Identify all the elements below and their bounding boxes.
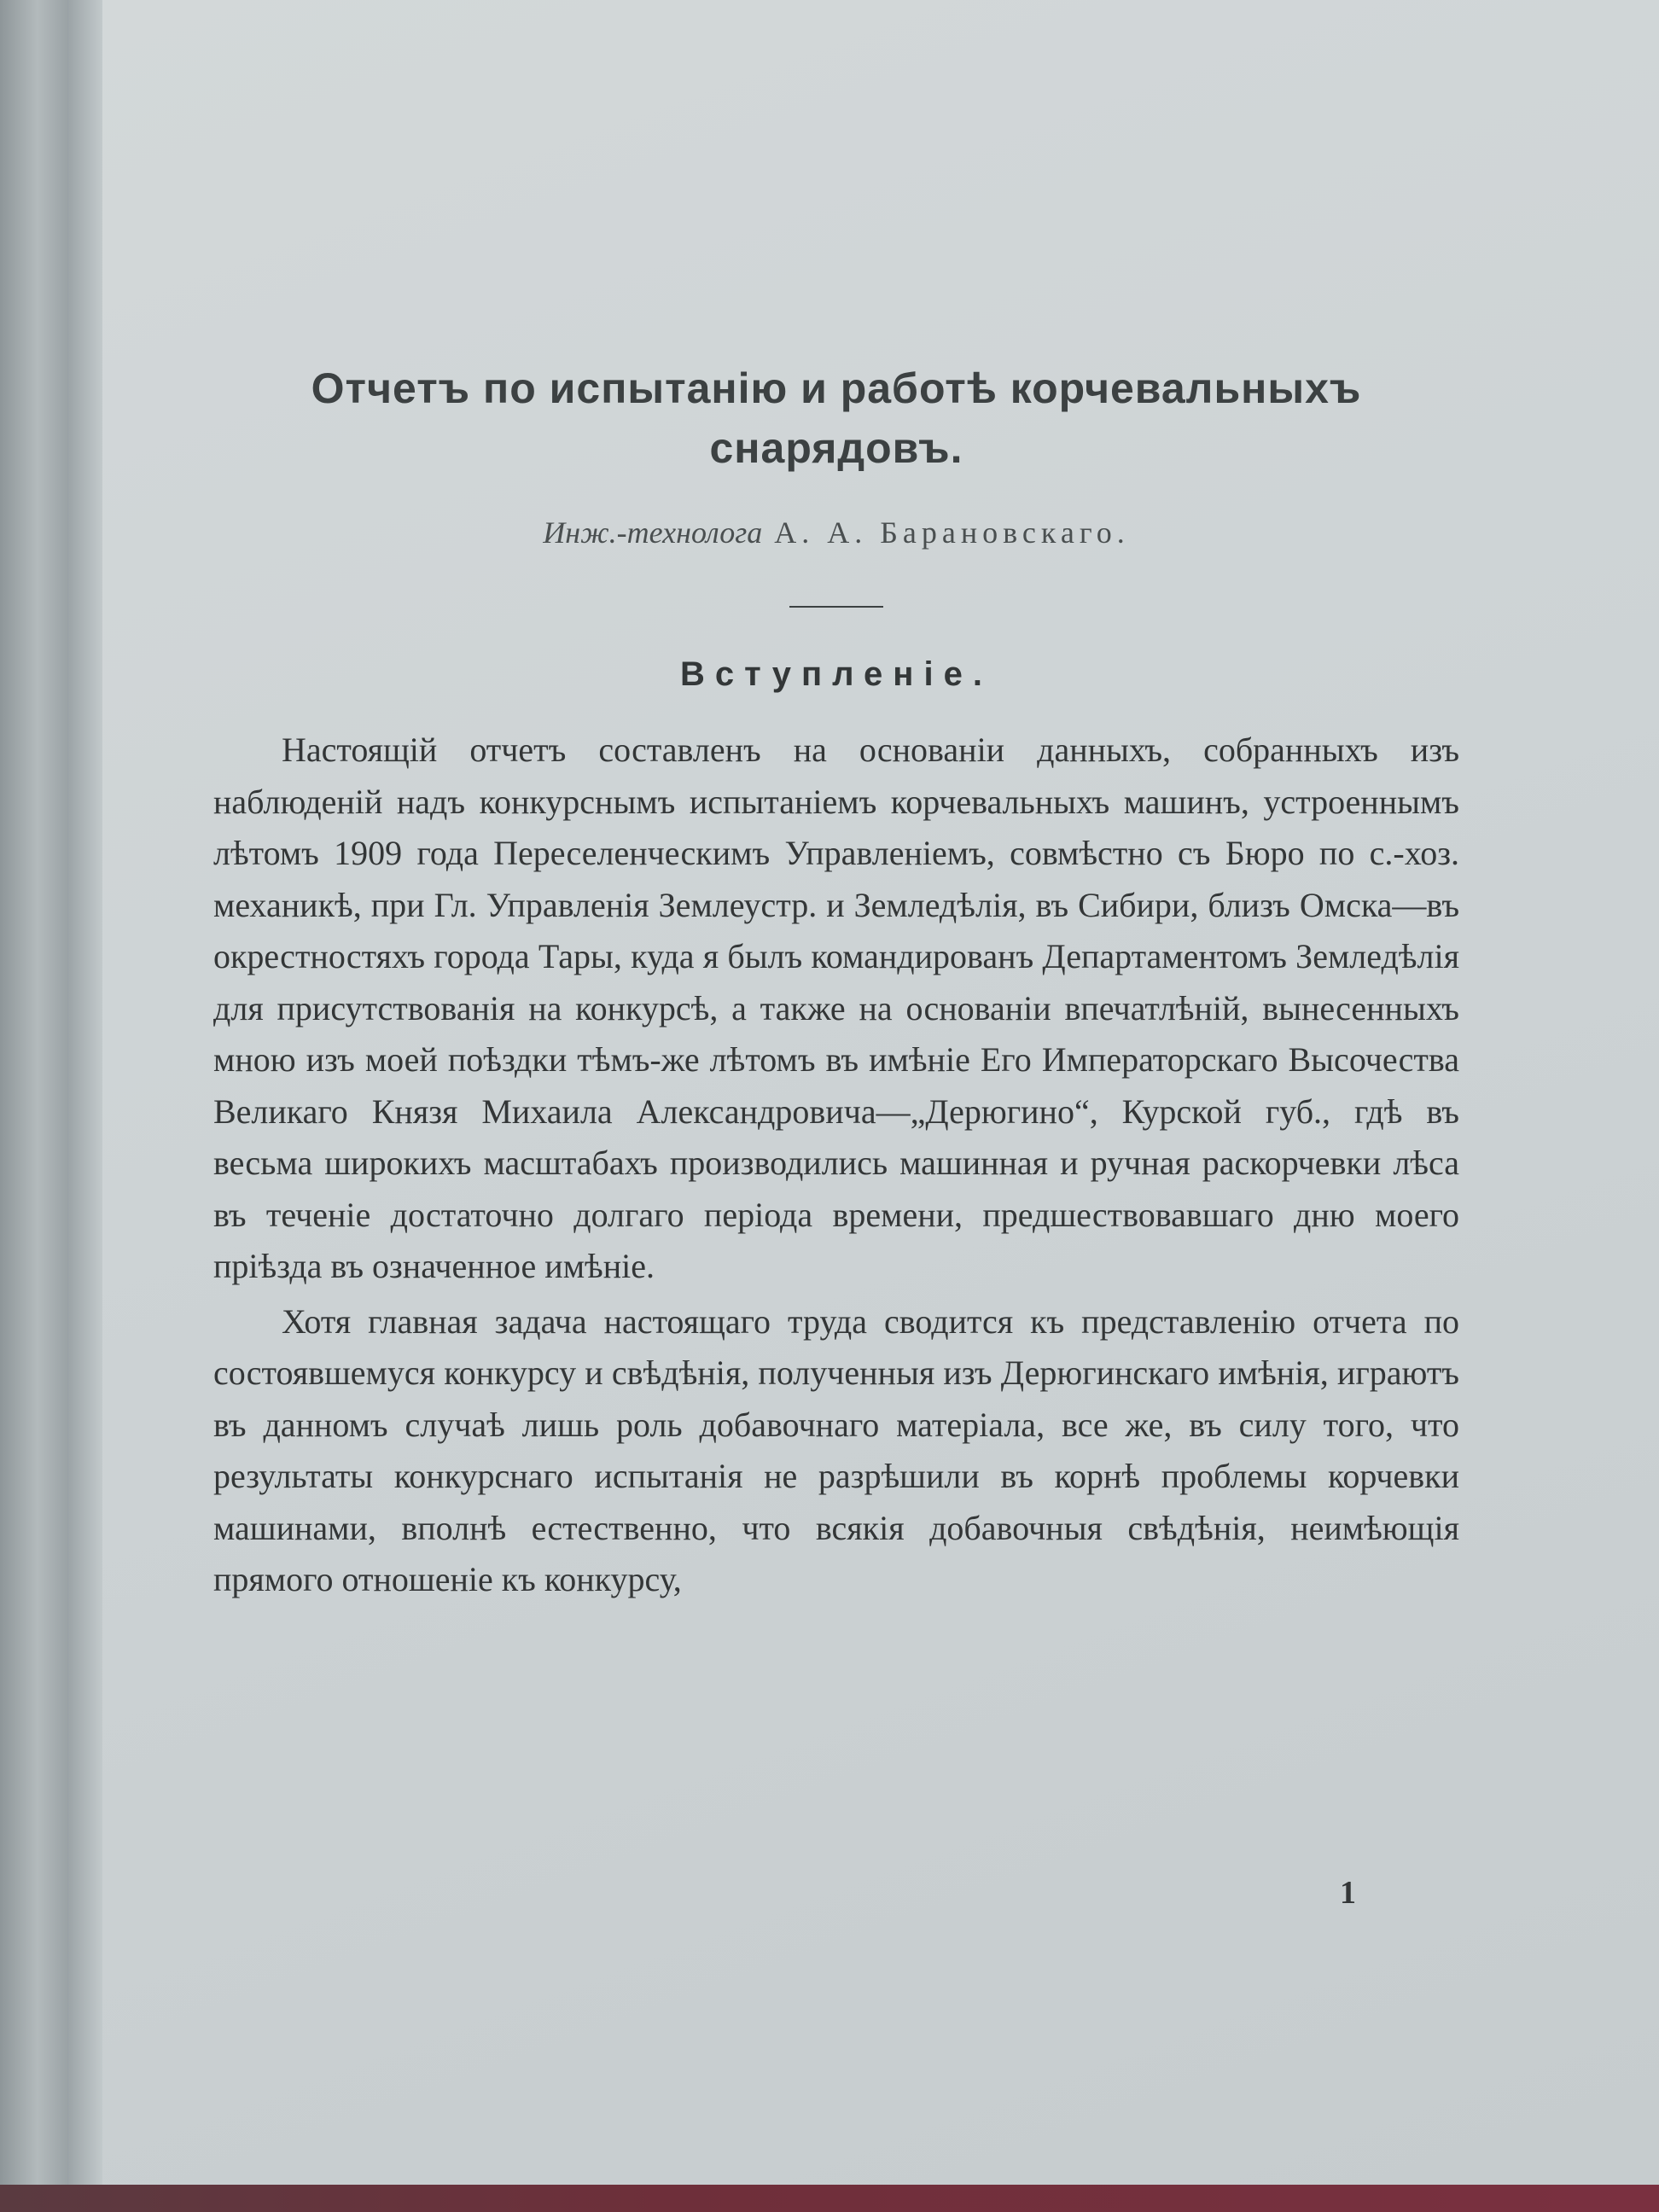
document-title <box>213 358 1459 478</box>
title-line-1: Отчетъ по испытанію и работѣ корчевальныхъ <box>311 364 1362 412</box>
book-spine <box>0 0 68 2212</box>
title-divider <box>789 606 883 608</box>
author-name: А. А. Барановскаго. <box>774 515 1130 550</box>
page-number: 1 <box>1340 1875 1356 1911</box>
title-line-2: снарядовъ. <box>709 424 963 472</box>
page-edge-shadow <box>68 0 102 2212</box>
author-prefix: Инж.-технолога <box>543 515 763 550</box>
paragraph-1: Настоящій отчетъ составленъ на основаніи данныхъ, собранныхъ изъ наблюденій надъ конкурснымъ испытаніемъ корчевальныхъ машинъ, устроеннымъ лѣтомъ 1909 года Переселенческимъ Управленіемъ, совмѣстно съ Бюро по с.-хоз. механикѣ, при Гл. Управленія Землеустр. и Земледѣлія, въ Сибири, близъ Омска—въ окрестностяхъ города Тары, куда я былъ командированъ Департаментомъ Земледѣлія для присутствованія на конкурсѣ, а также на основаніи впечатлѣній, вынесенныхъ мною изъ моей поѣздки тѣмъ-же лѣтомъ въ имѣніе Его Императорскаго Высочества Великаго Князя Михаила Александровича—„Дерюгино“, Курской губ., гдѣ въ весьма широкихъ масштабахъ производились машинная и ручная раскорчевки лѣса въ теченіе достаточно долгаго періода времени, предшествовавшаго дню моего пріѣзда въ означенное имѣніе. <box>213 731 1459 1285</box>
author-byline <box>213 512 1459 553</box>
book-cover-edge <box>0 2185 1659 2212</box>
page-text-block <box>213 358 1459 1606</box>
section-heading: Вступленіе. <box>680 655 992 693</box>
paragraph-2: Хотя главная задача настоящаго труда сводится къ представленію отчета по состоявшемуся конкурсу и свѣдѣнія, полученныя изъ Дерюгинскаго имѣнія, играютъ въ данномъ случаѣ лишь роль добавочнаго матеріала, все же, въ силу того, что результаты конкурснаго испытанія не разрѣшили въ корнѣ проблемы корчевки машинами, вполнѣ естественно, что всякія добавочныя свѣдѣнія, неимѣющія прямого отношеніе къ конкурсу, <box>213 1301 1459 1598</box>
